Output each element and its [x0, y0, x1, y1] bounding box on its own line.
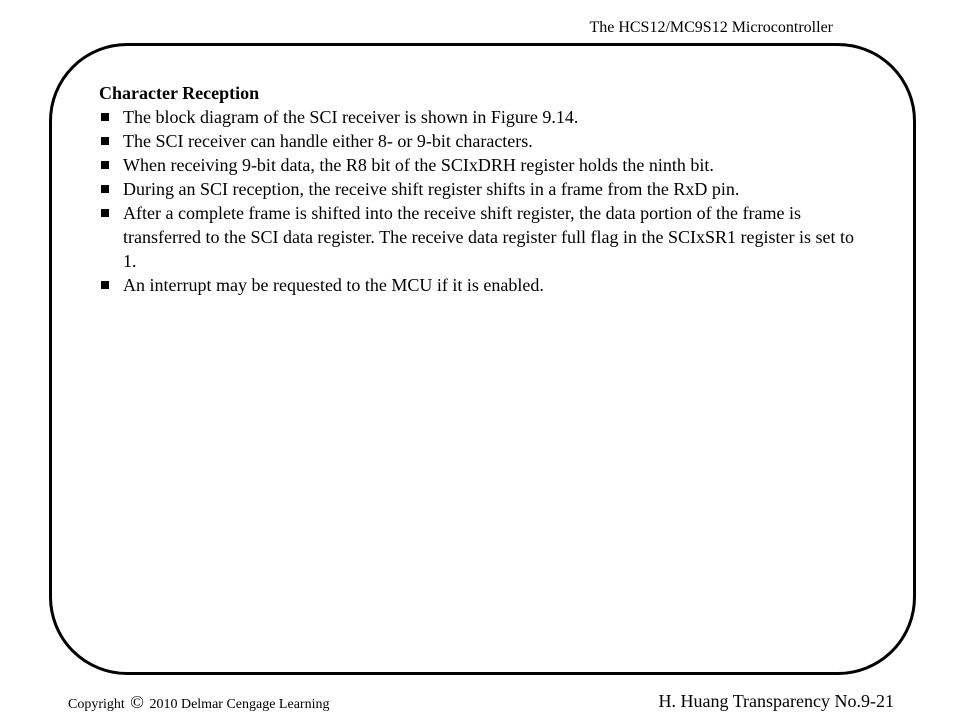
copyright-notice	[68, 693, 329, 714]
bullet-item	[99, 153, 859, 177]
square-bullet-icon	[101, 113, 109, 121]
square-bullet-icon	[101, 161, 109, 169]
bullet-item	[99, 105, 859, 129]
copyright-symbol: ©	[130, 692, 144, 712]
bullet-item	[99, 273, 859, 297]
copyright-text: 2010 Delmar Cengage Learning	[149, 697, 330, 712]
bullet-item	[99, 177, 859, 201]
bullet-text: The block diagram of the SCI receiver is shown in Figure 9.14.	[123, 107, 579, 127]
bullet-text: After a complete frame is shifted into the receive shift register, the data portion of the frame is transferred to the SCI data register. The receive data register full flag in the SCIxSR1 register is set to 1.	[123, 203, 854, 271]
square-bullet-icon	[101, 281, 109, 289]
bullet-item	[99, 201, 859, 273]
bullet-text: During an SCI reception, the receive shift register shifts in a frame from the RxD pin.	[123, 179, 740, 199]
section-heading: Character Reception	[99, 83, 260, 103]
copyright-prefix: Copyright	[68, 697, 125, 712]
transparency-number: H. Huang Transparency No.9-21	[658, 691, 894, 711]
bullet-list	[99, 105, 859, 297]
bullet-text: The SCI receiver can handle either 8- or 9-bit characters.	[123, 131, 533, 151]
square-bullet-icon	[101, 209, 109, 217]
bullet-text: When receiving 9-bit data, the R8 bit of the SCIxDRH register holds the ninth bit.	[123, 155, 714, 175]
header-title: The HCS12/MC9S12 Microcontroller	[589, 19, 833, 36]
bullet-text: An interrupt may be requested to the MCU if it is enabled.	[123, 275, 544, 295]
square-bullet-icon	[101, 137, 109, 145]
slide-content	[99, 81, 859, 297]
bullet-item	[99, 129, 859, 153]
square-bullet-icon	[101, 185, 109, 193]
